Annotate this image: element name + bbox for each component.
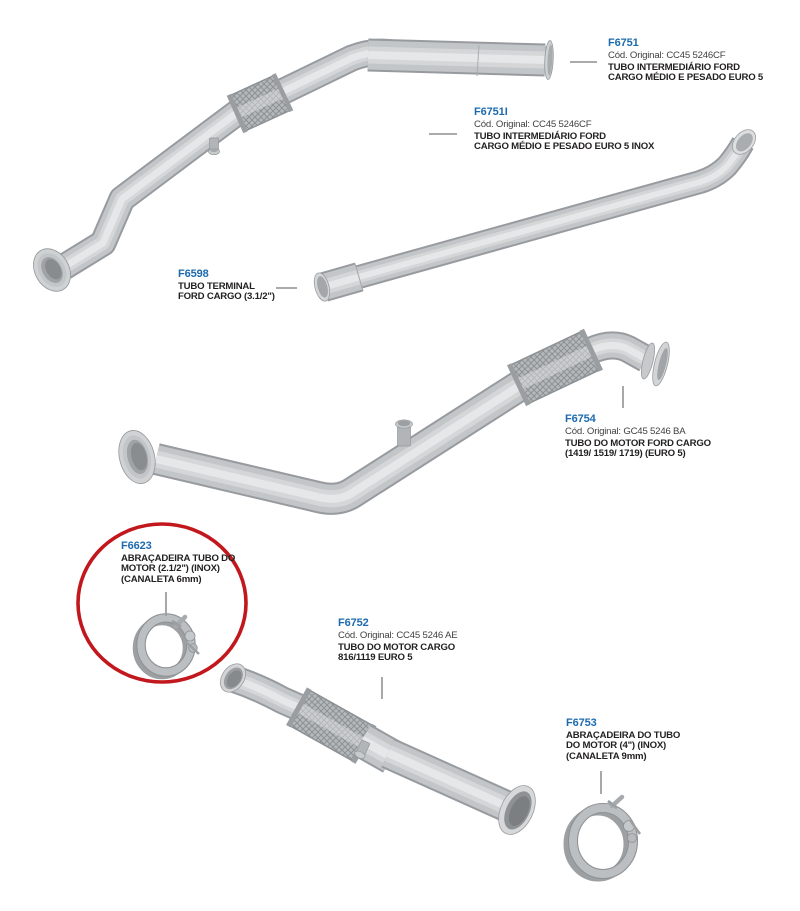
flex-bellows-section: [297, 706, 367, 745]
part-label-f6598: [178, 268, 275, 303]
sensor-port: [396, 420, 413, 446]
part-label-f6751: [608, 37, 763, 83]
part-desc-line: TUBO DO MOTOR CARGO: [338, 641, 456, 653]
flex-bellows-section: [517, 349, 594, 386]
part-desc-line: DO MOTOR (4") (INOX): [566, 740, 667, 752]
part-desc-line: ABRAÇADEIRA DO TUBO: [566, 730, 681, 741]
sensor-port: [209, 138, 220, 155]
part-code: Cód. Original: CC45 5246CF: [474, 119, 592, 130]
part-number: F6754: [565, 413, 596, 425]
part-desc-line: TUBO INTERMEDIÁRIO FORD: [608, 61, 740, 73]
part-desc-line: CARGO MÉDIO E PESADO EURO 5 INOX: [474, 140, 655, 152]
clamp-f6753-drawing: [568, 797, 640, 879]
part-label-f6752: [338, 617, 457, 663]
part-code: Cód. Original: CC45 5246CF: [608, 50, 726, 61]
part-desc-line: 816/1119 EURO 5: [338, 651, 413, 663]
part-desc-line: (CANALETA 6mm): [121, 573, 202, 585]
part-desc-line: MOTOR (2.1/2") (INOX): [121, 563, 220, 575]
part-label-f6623: [121, 540, 235, 585]
part-desc-line: TUBO DO MOTOR FORD CARGO: [565, 437, 711, 449]
part-desc-line: TUBO TERMINAL: [178, 281, 255, 292]
part-desc-line: (CANALETA 9mm): [566, 750, 647, 762]
part-number: F6623: [121, 540, 152, 552]
pipe-f6752-drawing: [215, 659, 543, 840]
part-number: F6752: [338, 617, 369, 629]
clamp-f6623-drawing: [137, 614, 199, 676]
part-number: F6598: [178, 268, 209, 280]
pipe-f6751-drawing: [26, 40, 554, 298]
part-code: Cód. Original: CC45 5246 AE: [338, 630, 458, 641]
part-number: F6753: [566, 717, 597, 729]
part-label-f6754: [565, 413, 711, 459]
flex-bellows-section: [235, 92, 285, 115]
part-desc-line: (1419/ 1519/ 1719) (EURO 5): [565, 447, 686, 459]
part-label-f6751i: [474, 106, 654, 152]
pipe-inlet-flange: [113, 427, 160, 488]
part-desc-line: TUBO INTERMEDIÁRIO FORD: [474, 130, 606, 142]
part-desc-line: FORD CARGO (3.1/2"): [178, 291, 275, 303]
part-label-f6753: [566, 717, 680, 762]
part-number: F6751: [608, 37, 639, 49]
part-number: F6751I: [474, 106, 508, 118]
part-desc-line: CARGO MÉDIO E PESADO EURO 5: [608, 71, 764, 83]
part-desc-line: ABRAÇADEIRA TUBO DO: [121, 553, 236, 564]
part-code: Cód. Original: GC45 5246 BA: [565, 426, 686, 437]
